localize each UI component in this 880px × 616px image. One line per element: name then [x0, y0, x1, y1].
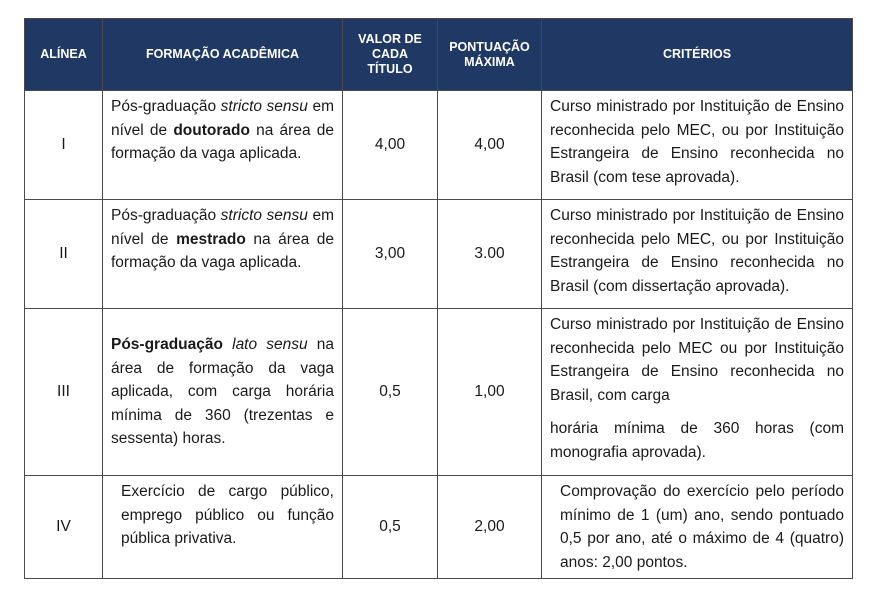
pontuacao-cell: 1,00 [438, 309, 542, 476]
titles-table [24, 18, 853, 579]
table-row [25, 200, 853, 309]
formacao-italic: stricto sensu [220, 207, 308, 224]
alinea-cell: II [25, 200, 103, 309]
header-alinea: ALÍNEA [25, 19, 103, 91]
pontuacao-cell: 3.00 [438, 200, 542, 309]
header-pontuacao: PONTUAÇÃO MÁXIMA [438, 19, 542, 91]
formacao-bold: Pós-graduação [111, 336, 223, 354]
valor-cell: 0,5 [343, 476, 438, 579]
pontuacao-cell: 4,00 [438, 91, 542, 200]
criterios-cell [542, 309, 853, 476]
criterios-cell: Curso ministrado por Instituição de Ensino reconhecida pelo MEC, ou por Instituição Estrangeira de Ensino reconhecida no Brasil (com tese aprovada). [542, 91, 853, 200]
formacao-italic: stricto sensu [220, 98, 308, 115]
formacao-bold: doutorado [173, 121, 250, 139]
header-criterios: CRITÉRIOS [542, 19, 853, 91]
formacao-text: em nível de [111, 98, 334, 139]
formacao-text: Pós-graduação [111, 98, 221, 115]
valor-cell: 3,00 [343, 200, 438, 309]
formacao-italic: lato sensu [222, 336, 308, 354]
formacao-bold: mestrado [176, 230, 246, 248]
formacao-cell [103, 91, 343, 200]
alinea-cell: I [25, 91, 103, 200]
criterios-text: Curso ministrado por Instituição de Ensino reconhecida pelo MEC ou por Instituição Estrangeira de Ensino reconhecida no Brasil, com carga [550, 316, 844, 404]
alinea-cell: III [25, 309, 103, 476]
formacao-text: em nível de [111, 207, 334, 248]
header-valor: VALOR DE CADA TÍTULO [343, 19, 438, 91]
header-formacao: FORMAÇÃO ACADÊMICA [103, 19, 343, 91]
table-row [25, 91, 853, 200]
formacao-cell [103, 309, 343, 476]
header-row [25, 19, 853, 91]
criterios-cell: Curso ministrado por Instituição de Ensino reconhecida pelo MEC, ou por Instituição Estrangeira de Ensino reconhecida no Brasil (com dissertação aprovada). [542, 200, 853, 309]
alinea-cell: IV [25, 476, 103, 579]
formacao-text: na área de formação da vaga aplicada. [111, 230, 334, 271]
formacao-text: na área de formação da vaga aplicada. [111, 121, 334, 162]
pontuacao-cell: 2,00 [438, 476, 542, 579]
table-row [25, 476, 853, 579]
valor-cell: 4,00 [343, 91, 438, 200]
formacao-cell: Exercício de cargo público, emprego público ou função pública privativa. [103, 476, 343, 579]
table-row [25, 309, 853, 476]
criterios-text-continued: horária mínima de 360 horas (com monografia aprovada). [550, 420, 844, 461]
formacao-text: Pós-graduação [111, 207, 221, 224]
criterios-cell: Comprovação do exercício pelo período mínimo de 1 (um) ano, sendo pontuado 0,5 por ano, até o máximo de 4 (quatro) anos: 2,00 pontos. [542, 476, 853, 579]
valor-cell: 0,5 [343, 309, 438, 476]
formacao-cell [103, 200, 343, 309]
formacao-text: na área de formação da vaga aplicada, com carga horária mínima de 360 (trezentas e sessenta) horas. [111, 336, 334, 448]
